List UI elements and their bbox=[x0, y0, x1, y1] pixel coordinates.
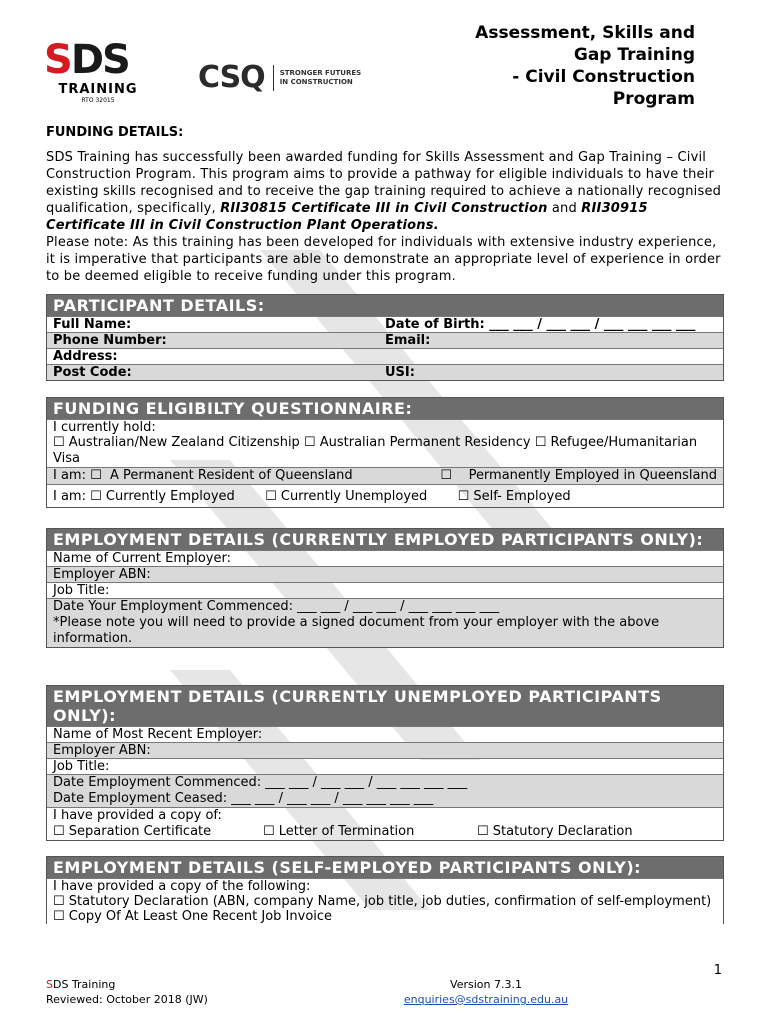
employer-abn-field[interactable]: Employer ABN: bbox=[47, 566, 723, 582]
sds-logo-rto: RTO 32015 bbox=[81, 97, 115, 104]
page-number: 1 bbox=[713, 963, 722, 978]
row-postcode-usi bbox=[47, 364, 723, 380]
full-name-field[interactable]: Full Name: bbox=[53, 317, 132, 332]
row-name-dob bbox=[47, 316, 723, 332]
self-employed-checkbox[interactable]: ☐ Self- Employed bbox=[457, 489, 571, 504]
self-employed-copy-label: I have provided a copy of the following: bbox=[53, 879, 311, 894]
employment-commenced-row bbox=[47, 598, 723, 647]
job-title-field[interactable]: Job Title: bbox=[47, 582, 723, 598]
current-employer-field[interactable]: Name of Current Employer: bbox=[47, 550, 723, 566]
employed-details-heading: EMPLOYMENT DETAILS (CURRENTLY EMPLOYED PARTICIPANTS ONLY): bbox=[47, 529, 723, 550]
unemployed-abn-field[interactable]: Employer ABN: bbox=[47, 742, 723, 758]
employment-commenced-field[interactable]: Date Your Employment Commenced: ___ ___ / ___ ___ / ___ ___ ___ ___ bbox=[53, 599, 500, 614]
employed-details-section bbox=[46, 528, 724, 648]
currently-hold-row bbox=[47, 419, 723, 467]
footer-version-contact bbox=[398, 977, 574, 1007]
self-employed-details-section bbox=[46, 856, 724, 924]
csq-logo-divider bbox=[273, 65, 274, 91]
unemployed-details-heading: EMPLOYMENT DETAILS (CURRENTLY UNEMPLOYED PARTICIPANTS ONLY): bbox=[47, 686, 723, 726]
sds-training-logo bbox=[44, 37, 152, 104]
currently-unemployed-checkbox[interactable]: ☐ Currently Unemployed bbox=[265, 489, 428, 504]
document-title: Assessment, Skills and Gap Training - Civil Construction Program bbox=[475, 23, 695, 109]
self-employed-documents-row bbox=[47, 878, 723, 924]
job-invoice-checkbox[interactable]: ☐ Copy Of At Least One Recent Job Invoice bbox=[53, 909, 333, 924]
participant-details-section bbox=[46, 294, 724, 381]
eligibility-section bbox=[46, 397, 724, 508]
footer-version: Version 7.3.1 bbox=[450, 978, 522, 991]
date-commenced-field[interactable]: Date Employment Commenced: ___ ___ / ___ ___ / ___ ___ ___ ___ bbox=[53, 775, 468, 790]
participant-details-heading: PARTICIPANT DETAILS: bbox=[47, 295, 723, 316]
footer-reviewed: Reviewed: October 2018 (JW) bbox=[46, 993, 208, 1006]
letter-of-termination-checkbox[interactable]: ☐ Letter of Termination bbox=[263, 824, 415, 839]
currently-hold-label: I currently hold: bbox=[53, 420, 156, 435]
csq-logo-tagline: STRONGER FUTURES IN CONSTRUCTION bbox=[279, 68, 362, 86]
self-statutory-declaration-checkbox[interactable]: ☐ Statutory Declaration (ABN, company Name, job title, job duties, confirmation of self-employment) bbox=[53, 894, 712, 909]
residency-checkboxes[interactable]: ☐ Australian/New Zealand Citizenship ☐ Australian Permanent Residency ☐ Refugee/Humanitarian Visa bbox=[53, 435, 698, 466]
funding-intro-paragraph: SDS Training has successfully been awarded funding for Skills Assessment and Gap Training – Civil Construction Program. This program aims to provide a pathway for eligible individuals to have their existing skills recognised and to receive the gap training required to achieve a nationally recognised qualification, specifically, RII30815 Certificate III in Civil Construction and RII30915 Certificate III in Civil Construction Plant Operations. Please note: As this training has been developed for individuals with extensive industry experience, it is imperative that participants are able to demonstrate an appropriate level of experience in order to be deemed eligible to receive funding under this program. bbox=[46, 150, 722, 284]
recent-employer-field[interactable]: Name of Most Recent Employer: bbox=[47, 726, 723, 742]
unemployed-details-section bbox=[46, 685, 724, 841]
currently-employed-checkbox[interactable]: I am: ☐ Currently Employed bbox=[53, 489, 235, 504]
sds-logo-mark: SDS bbox=[44, 37, 129, 83]
row-phone-email bbox=[47, 332, 723, 348]
dob-field[interactable]: Date of Birth: ___ ___ / ___ ___ / ___ ___ ___ ___ bbox=[385, 317, 696, 332]
funding-details-heading: FUNDING DETAILS: bbox=[46, 125, 184, 140]
unemployed-copy-label: I have provided a copy of: bbox=[53, 808, 222, 823]
eligibility-heading: FUNDING ELIGIBILTY QUESTIONNAIRE: bbox=[47, 398, 723, 419]
postcode-field[interactable]: Post Code: bbox=[53, 365, 132, 380]
footer-email-link[interactable]: enquiries@sdstraining.edu.au bbox=[403, 993, 569, 1006]
permanently-employed-checkbox[interactable]: ☐ bbox=[440, 468, 453, 483]
self-employed-details-heading: EMPLOYMENT DETAILS (SELF-EMPLOYED PARTICIPANTS ONLY): bbox=[47, 857, 723, 878]
permanent-resident-checkbox[interactable]: I am: ☐ bbox=[53, 468, 102, 483]
statutory-declaration-checkbox[interactable]: ☐ Statutory Declaration bbox=[477, 824, 633, 839]
unemployed-documents-row bbox=[47, 807, 723, 840]
separation-certificate-checkbox[interactable]: ☐ Separation Certificate bbox=[53, 824, 212, 839]
address-field[interactable]: Address: bbox=[47, 348, 723, 364]
unemployed-job-title-field[interactable]: Job Title: bbox=[47, 758, 723, 774]
employer-document-note: *Please note you will need to provide a signed document from your employer with the above information. bbox=[53, 615, 660, 646]
queensland-status-row: I am: ☐ A Permanent Resident of Queensland ☐ Permanently Employed in Queensland bbox=[47, 467, 723, 484]
employment-status-row bbox=[47, 484, 723, 507]
phone-field[interactable]: Phone Number: bbox=[53, 333, 167, 348]
usi-field[interactable]: USI: bbox=[385, 365, 415, 380]
employment-dates-row bbox=[47, 774, 723, 807]
date-ceased-field[interactable]: Date Employment Ceased: ___ ___ / ___ ___ / ___ ___ ___ ___ bbox=[53, 791, 434, 806]
footer-org: SDS Training Reviewed: October 2018 (JW) bbox=[46, 978, 208, 1006]
csq-logo-mark: CSQ bbox=[198, 60, 265, 95]
sds-logo-sub: TRAINING bbox=[58, 82, 138, 97]
csq-logo bbox=[198, 60, 361, 95]
email-field[interactable]: Email: bbox=[385, 333, 431, 348]
